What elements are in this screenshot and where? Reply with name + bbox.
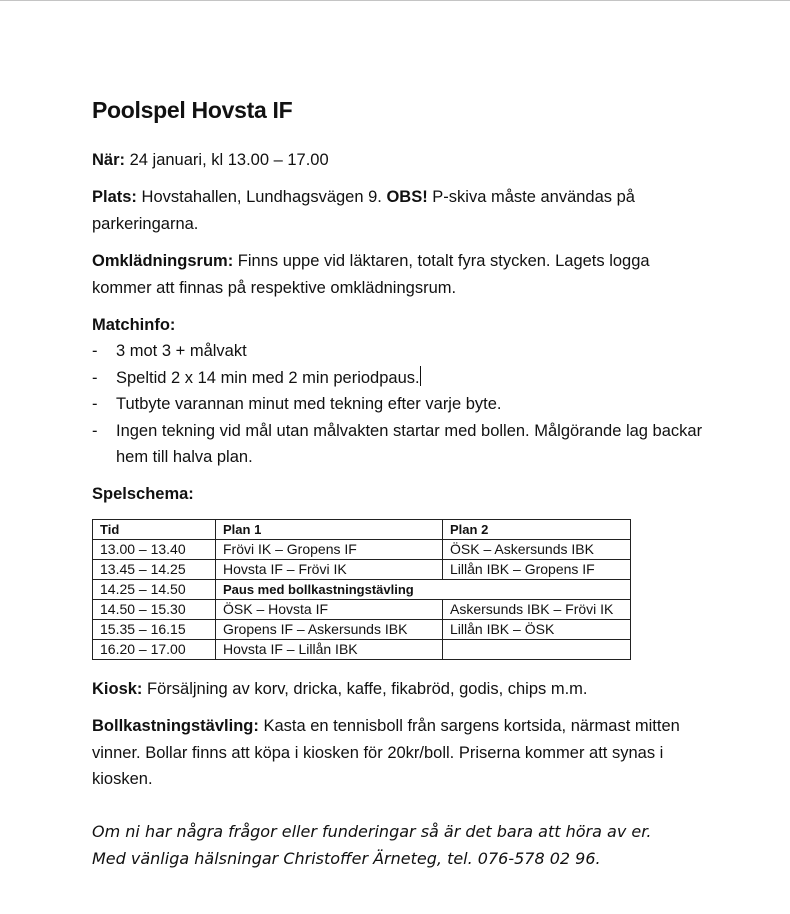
list-item-text: Tutbyte varannan minut med tekning efter varje byte. [116, 395, 502, 413]
closing-note [92, 818, 651, 872]
schedule-label: Spelschema: [92, 485, 194, 503]
list-item-text: 3 mot 3 + målvakt [116, 342, 247, 360]
cell-time: 13.00 – 13.40 [93, 540, 216, 560]
list-item [92, 365, 712, 392]
matchinfo-heading [92, 312, 704, 339]
table-row-pause [93, 580, 631, 600]
cell-plan2 [443, 640, 631, 660]
contest-text: Kasta en tennisboll från sargens kortsida, närmast mitten vinner. Bollar finns att köpa i kiosken för 20kr/boll. Priserna kommer att synas i kiosken. [92, 717, 680, 788]
closing-line-2: Med vänliga hälsningar Christoffer Ärneteg, tel. 076-578 02 96. [92, 849, 601, 868]
matchinfo-label: Matchinfo: [92, 316, 176, 334]
bullet-dash: - [92, 395, 98, 413]
document-title: Poolspel Hovsta IF [92, 97, 293, 123]
place-label: Plats: [92, 188, 137, 206]
table-header-row [93, 520, 631, 540]
contest-paragraph [92, 713, 704, 793]
cell-time: 14.25 – 14.50 [93, 580, 216, 600]
cell-time: 15.35 – 16.15 [93, 620, 216, 640]
schedule-heading [92, 481, 704, 508]
cell-plan2: ÖSK – Askersunds IBK [443, 540, 631, 560]
header-cell-plan1: Plan 1 [216, 520, 443, 540]
header-cell-time: Tid [93, 520, 216, 540]
when-label: När: [92, 151, 126, 169]
bullet-dash: - [92, 368, 98, 387]
list-item-text: Ingen tekning vid mål utan målvakten startar med bollen. Målgörande lag backar hem till halva plan. [116, 421, 703, 466]
list-item [92, 418, 712, 471]
cell-plan1: Hovsta IF – Lillån IBK [216, 640, 443, 660]
header-cell-plan2: Plan 2 [443, 520, 631, 540]
table-row [93, 640, 631, 660]
place-note: P-skiva måste användas på parkeringarna. [92, 188, 635, 233]
cell-plan1: Frövi IK – Gropens IF [216, 540, 443, 560]
page-top-border [0, 0, 790, 1]
kiosk-text: Försäljning av korv, dricka, kaffe, fikabröd, godis, chips m.m. [142, 680, 588, 698]
cell-plan2: Lillån IBK – Gropens IF [443, 560, 631, 580]
when-paragraph [92, 147, 704, 174]
kiosk-label: Kiosk: [92, 680, 143, 698]
cell-plan2: Askersunds IBK – Frövi IK [443, 600, 631, 620]
text-cursor [420, 366, 421, 386]
contest-label: Bollkastningstävling: [92, 717, 259, 735]
when-text: 24 januari, kl 13.00 – 17.00 [125, 151, 329, 169]
table-row [93, 600, 631, 620]
place-text: Hovstahallen, Lundhagsvägen 9. [136, 188, 387, 206]
table-row [93, 560, 631, 580]
matchinfo-list [92, 338, 712, 471]
list-item-text-content: Speltid 2 x 14 min med 2 min periodpaus. [116, 368, 420, 387]
cell-plan1: Gropens IF – Askersunds IBK [216, 620, 443, 640]
cell-plan2: Lillån IBK – ÖSK [443, 620, 631, 640]
list-item-text [116, 365, 712, 392]
cell-time: 14.50 – 15.30 [93, 600, 216, 620]
locker-paragraph [92, 248, 704, 301]
table-row [93, 540, 631, 560]
obs-label: OBS! [386, 188, 428, 206]
bullet-dash: - [92, 342, 98, 360]
cell-pause: Paus med bollkastningstävling [216, 580, 631, 600]
kiosk-paragraph [92, 676, 704, 703]
closing-line-1: Om ni har några frågor eller funderingar så är det bara att höra av er. [92, 822, 652, 841]
locker-label: Omklädningsrum: [92, 252, 234, 270]
locker-text: Finns uppe vid läktaren, totalt fyra stycken. Lagets logga kommer att finnas på respektive omklädningsrum. [92, 252, 650, 297]
schedule-table [92, 519, 631, 660]
cell-plan1: ÖSK – Hovsta IF [216, 600, 443, 620]
bullet-dash: - [92, 421, 98, 440]
place-paragraph [92, 184, 704, 237]
list-item [92, 338, 712, 365]
list-item [92, 391, 712, 418]
cell-time: 13.45 – 14.25 [93, 560, 216, 580]
cell-plan1: Hovsta IF – Frövi IK [216, 560, 443, 580]
table-row [93, 620, 631, 640]
cell-time: 16.20 – 17.00 [93, 640, 216, 660]
